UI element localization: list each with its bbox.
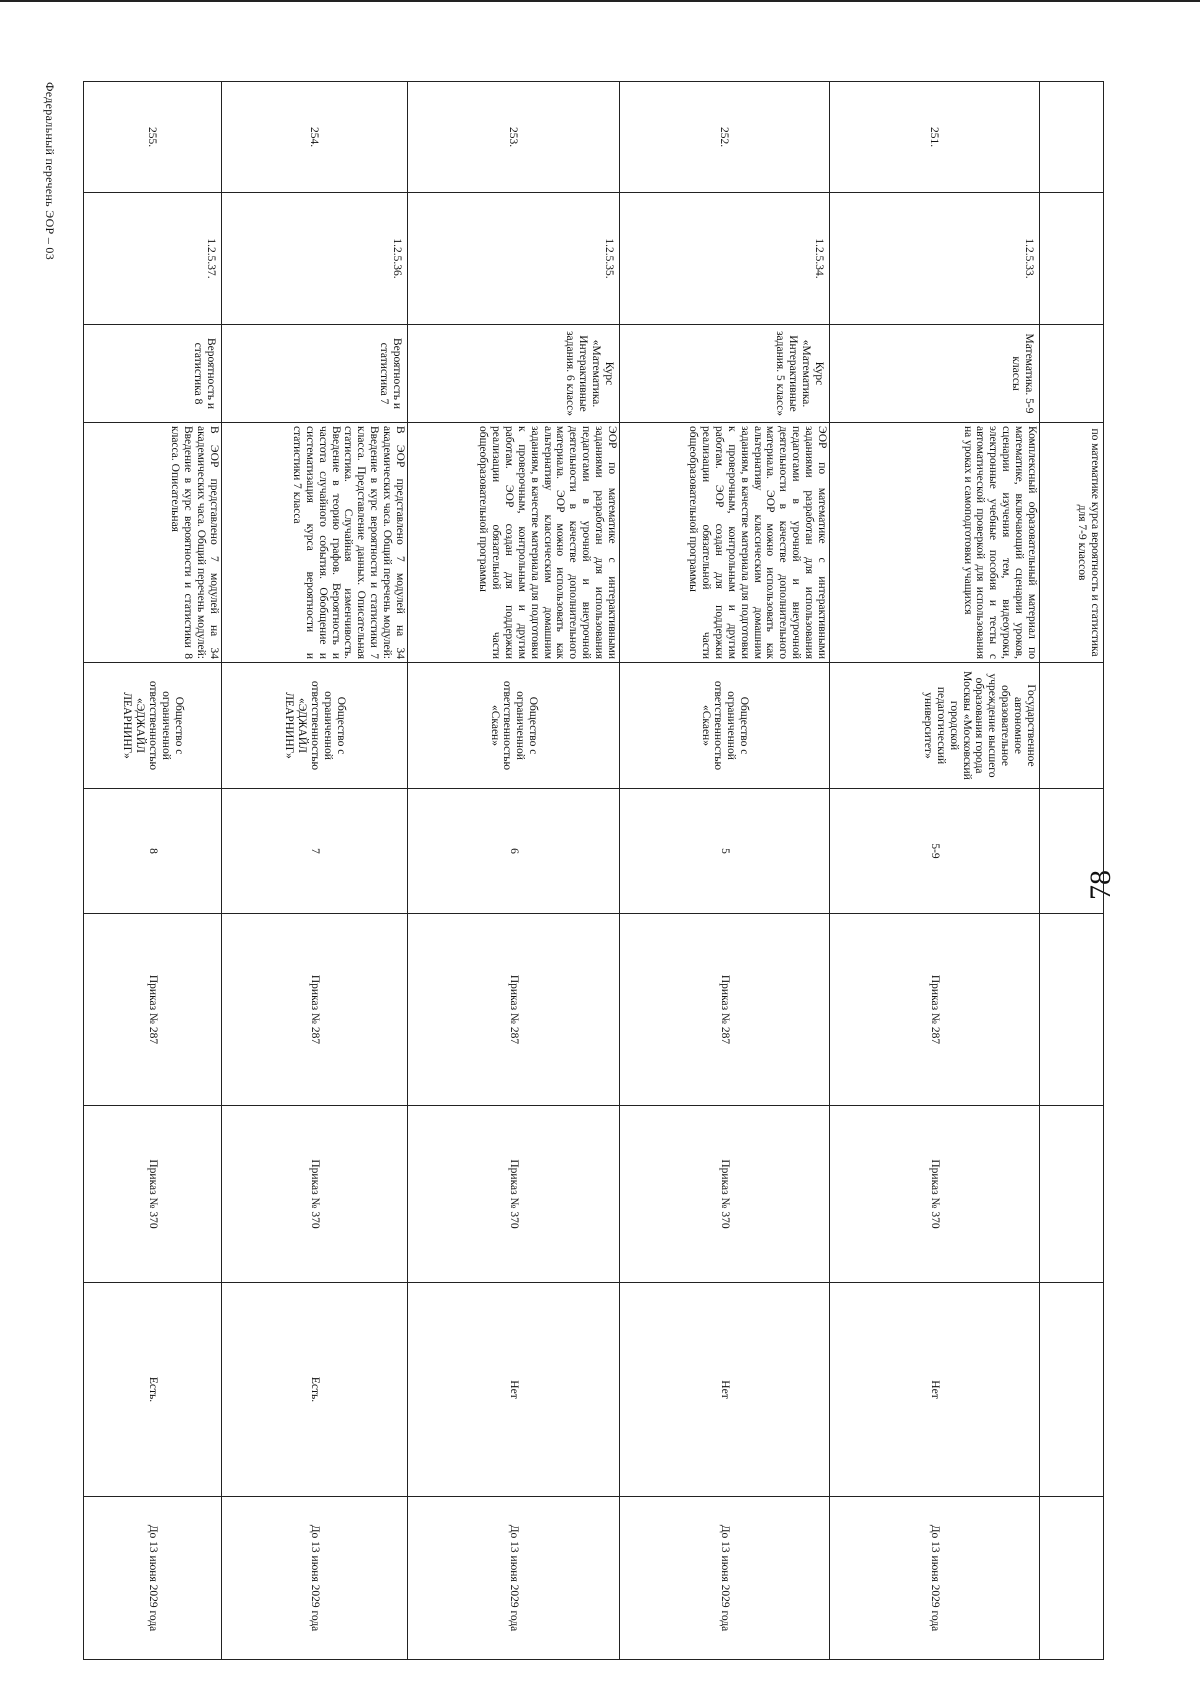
cell-valid-until: До 13 июня 2029 года (84, 1497, 222, 1660)
cell-organization: Общество с ограниченной ответственностью «Скаен» (408, 663, 620, 789)
cell-order1: Приказ № 287 (222, 914, 408, 1106)
cell-description: ЭОР по математике с интерактивными заданиями разработан для использования педагогами в урочной и внеурочной деятельности в качестве дополнительного материала. ЭОР можно использовать как альтернативу классическим домашним заданиям, в качестве материала для подготовки к проверочным, контрольным и другим работам. ЭОР создан для поддержки реализации обязательной части общеобразовательной программы (408, 423, 620, 663)
cell-num: 255. (84, 82, 222, 193)
cell-flag (1040, 1283, 1104, 1497)
cell-organization (1040, 663, 1104, 789)
cell-num: 254. (222, 82, 408, 193)
cell-flag: Есть. (222, 1283, 408, 1497)
cell-num: 251. (830, 82, 1040, 193)
cell-order1: Приказ № 287 (84, 914, 222, 1106)
cell-grades: 5 (620, 789, 830, 914)
cell-valid-until: До 13 июня 2029 года (620, 1497, 830, 1660)
cell-valid-until (1040, 1497, 1104, 1660)
cell-description: В ЭОР представлено 7 модулей на 34 академических часа. Общий перечень модулей: Введение в курс вероятности и статистики 8 класса. Описательная (84, 423, 222, 663)
cell-grades: 7 (222, 789, 408, 914)
footer-label: Федеральный перечень ЭОР – 03 (43, 82, 57, 261)
cell-order1: Приказ № 287 (620, 914, 830, 1106)
page-number: 78 (1084, 870, 1117, 900)
cell-valid-until: До 13 июня 2029 года (830, 1497, 1040, 1660)
table-row (222, 82, 408, 1660)
cell-num: 252. (620, 82, 830, 193)
cell-organization: Государственное автономное образовательное учреждение высшего образования города Москвы «Московский городской педагогический университет» (830, 663, 1040, 789)
cell-organization: Общество с ограниченной ответственностью «Скаен» (620, 663, 830, 789)
cell-valid-until: До 13 июня 2029 года (222, 1497, 408, 1660)
cell-name: Математика. 5-9 классы (830, 325, 1040, 423)
cell-description: по математике курса вероятность и статистика для 7-9 классов (1040, 423, 1104, 663)
cell-code: 1.2.5.37. (84, 193, 222, 325)
cell-order2 (1040, 1106, 1104, 1283)
cell-code (1040, 193, 1104, 325)
cell-name: Курс «Математика. Интерактивные задания. 5 класс» (620, 325, 830, 423)
cell-description: В ЭОР представлено 7 модулей на 34 академических часа. Общий перечень модулей: Введение в курс вероятности и статистики 7 класса. Представление данных. Описательная статистика. Случайная изменчивость. Введение в теорию графов. Вероятность и частота случайного события. Обобщение и систематизация курса вероятности и статистики 7 класса (222, 423, 408, 663)
cell-order2: Приказ № 370 (620, 1106, 830, 1283)
cell-description: ЭОР по математике с интерактивными заданиями разработан для использования педагогами в урочной и внеурочной деятельности в качестве дополнительного материала. ЭОР можно использовать как альтернативу классическим домашним заданиям, в качестве материала для подготовки к проверочным, контрольным и другим работам. ЭОР создан для поддержки реализации обязательной части общеобразовательной программы (620, 423, 830, 663)
table-row (620, 82, 830, 1660)
cell-order1 (1040, 914, 1104, 1106)
cell-grades (1040, 789, 1104, 914)
cell-code: 1.2.5.36. (222, 193, 408, 325)
cell-grades: 8 (84, 789, 222, 914)
cell-grades: 5-9 (830, 789, 1040, 914)
cell-num: 253. (408, 82, 620, 193)
table-row (408, 82, 620, 1660)
cell-flag: Нет (408, 1283, 620, 1497)
cell-code: 1.2.5.35. (408, 193, 620, 325)
cell-code: 1.2.5.33. (830, 193, 1040, 325)
cell-name: Курс «Математика. Интерактивные задания. 6 класс» (408, 325, 620, 423)
cell-name (1040, 325, 1104, 423)
cell-grades: 6 (408, 789, 620, 914)
cell-order1: Приказ № 287 (830, 914, 1040, 1106)
cell-description: Комплексный образовательный материал по математике, включающий сценарии уроков, сценарии изучения тем, видеоуроки, электронные учебные пособия и тесты с автоматической проверкой для использования на уроках и самоподготовки учащихся (830, 423, 1040, 663)
cell-num (1040, 82, 1104, 193)
cell-name: Вероятность и статистика 8 (84, 325, 222, 423)
cell-order2: Приказ № 370 (408, 1106, 620, 1283)
cell-order1: Приказ № 287 (408, 914, 620, 1106)
table-row (1040, 82, 1104, 1660)
cell-flag: Есть. (84, 1283, 222, 1497)
cell-valid-until: До 13 июня 2029 года (408, 1497, 620, 1660)
table-row (84, 82, 222, 1660)
cell-name: Вероятность и статистика 7 (222, 325, 408, 423)
cell-flag: Нет (830, 1283, 1040, 1497)
eor-table (83, 81, 1104, 1660)
cell-organization: Общество с ограниченной ответственностью «ЭДЖАЙЛ ЛЕАРНИНГ» (222, 663, 408, 789)
cell-organization: Общество с ограниченной ответственностью «ЭДЖАЙЛ ЛЕАРНИНГ» (84, 663, 222, 789)
cell-code: 1.2.5.34. (620, 193, 830, 325)
cell-flag: Нет (620, 1283, 830, 1497)
cell-order2: Приказ № 370 (84, 1106, 222, 1283)
cell-order2: Приказ № 370 (222, 1106, 408, 1283)
cell-order2: Приказ № 370 (830, 1106, 1040, 1283)
table-row (830, 82, 1040, 1660)
